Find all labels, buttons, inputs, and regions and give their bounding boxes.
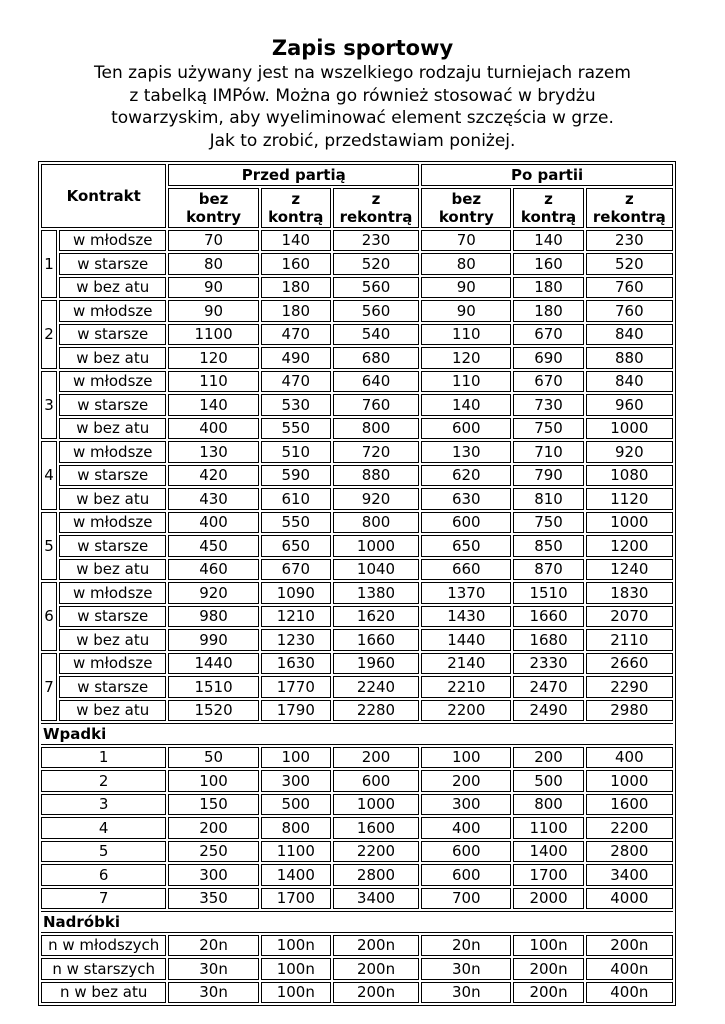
- undertrick-count: 6: [41, 864, 166, 886]
- contract-suit: w młodsze: [59, 582, 166, 604]
- score-cell: 2980: [586, 700, 673, 722]
- score-cell: 130: [421, 441, 511, 463]
- score-cell: 1520: [168, 700, 258, 722]
- score-cell: 20n: [421, 935, 511, 957]
- undertrick-count: 3: [41, 794, 166, 816]
- score-cell: 2470: [513, 676, 583, 698]
- column-header-line: z: [544, 189, 553, 208]
- table-row: [41, 418, 673, 440]
- score-cell: 530: [261, 394, 331, 416]
- score-cell: 550: [261, 512, 331, 534]
- table-row: [41, 324, 673, 346]
- score-cell: 1400: [513, 841, 583, 863]
- undertrick-count: 5: [41, 841, 166, 863]
- column-header-line: rekontrą: [339, 207, 413, 226]
- score-cell: 600: [421, 418, 511, 440]
- score-cell: 560: [333, 277, 419, 299]
- score-cell: 4000: [586, 888, 673, 910]
- score-cell: 2200: [333, 841, 419, 863]
- score-cell: 1370: [421, 582, 511, 604]
- score-cell: 140: [168, 394, 258, 416]
- contract-suit: w młodsze: [59, 653, 166, 675]
- score-cell: 980: [168, 606, 258, 628]
- score-cell: 760: [333, 394, 419, 416]
- score-cell: 120: [168, 347, 258, 369]
- score-cell: 600: [421, 864, 511, 886]
- column-header: [168, 188, 258, 228]
- table-row: [41, 676, 673, 698]
- score-cell: 800: [513, 794, 583, 816]
- score-cell: 500: [513, 770, 583, 792]
- score-cell: 520: [333, 253, 419, 275]
- contract-suit: w młodsze: [59, 371, 166, 393]
- table-row: [41, 559, 673, 581]
- column-header-line: z: [624, 189, 634, 208]
- score-cell: 2240: [333, 676, 419, 698]
- score-cell: 1790: [261, 700, 331, 722]
- score-cell: 1600: [586, 794, 673, 816]
- score-cell: 470: [261, 324, 331, 346]
- header-row: [41, 164, 673, 186]
- score-cell: 1770: [261, 676, 331, 698]
- score-cell: 130: [168, 441, 258, 463]
- score-cell: 1080: [586, 465, 673, 487]
- score-cell: 730: [513, 394, 583, 416]
- score-cell: 1510: [513, 582, 583, 604]
- score-cell: 750: [513, 418, 583, 440]
- column-header-line: z: [371, 189, 381, 208]
- score-cell: 850: [513, 535, 583, 557]
- score-cell: 1100: [513, 817, 583, 839]
- score-cell: 1600: [333, 817, 419, 839]
- score-cell: 1700: [513, 864, 583, 886]
- score-cell: 200: [333, 747, 419, 769]
- score-cell: 110: [168, 371, 258, 393]
- table-row: [41, 982, 673, 1004]
- score-cell: 680: [333, 347, 419, 369]
- score-cell: 660: [421, 559, 511, 581]
- column-header-line: rekontrą: [592, 207, 666, 226]
- score-cell: 3400: [333, 888, 419, 910]
- score-cell: 620: [421, 465, 511, 487]
- contract-suit: w młodsze: [59, 512, 166, 534]
- score-cell: 100: [168, 770, 258, 792]
- score-cell: 1200: [586, 535, 673, 557]
- score-cell: 140: [513, 230, 583, 252]
- score-cell: 1040: [333, 559, 419, 581]
- score-cell: 90: [421, 277, 511, 299]
- undertrick-count: 2: [41, 770, 166, 792]
- score-cell: 510: [261, 441, 331, 463]
- contract-level: 2: [41, 300, 57, 369]
- score-cell: 630: [421, 488, 511, 510]
- contract-suit: w starsze: [59, 676, 166, 698]
- intro-line: towarzyskim, aby wyeliminować element szczęścia w grze.: [111, 108, 614, 128]
- score-cell: 180: [513, 300, 583, 322]
- page-title: Zapis sportowy: [271, 36, 454, 60]
- score-cell: 70: [168, 230, 258, 252]
- score-cell: 670: [261, 559, 331, 581]
- table-row: [41, 277, 673, 299]
- contract-suit: w starsze: [59, 324, 166, 346]
- table-row: [41, 488, 673, 510]
- score-cell: 200: [168, 817, 258, 839]
- column-header-line: kontrą: [520, 207, 577, 226]
- table-row: [41, 300, 673, 322]
- score-cell: 400n: [586, 982, 673, 1004]
- score-cell: 540: [333, 324, 419, 346]
- score-cell: 550: [261, 418, 331, 440]
- contract-suit: w bez atu: [59, 418, 166, 440]
- table-row: [41, 864, 673, 886]
- score-cell: 80: [421, 253, 511, 275]
- score-cell: 1000: [586, 418, 673, 440]
- score-cell: 2800: [333, 864, 419, 886]
- score-cell: 1000: [333, 535, 419, 557]
- table-row: [41, 347, 673, 369]
- score-cell: 1000: [333, 794, 419, 816]
- score-cell: 470: [261, 371, 331, 393]
- score-cell: 90: [168, 300, 258, 322]
- score-cell: 1400: [261, 864, 331, 886]
- column-header-line: kontry: [186, 207, 241, 226]
- score-cell: 500: [261, 794, 331, 816]
- score-cell: 300: [168, 864, 258, 886]
- score-cell: 3400: [586, 864, 673, 886]
- score-cell: 2070: [586, 606, 673, 628]
- contract-level: 5: [41, 512, 57, 581]
- contract-suit: w bez atu: [59, 559, 166, 581]
- score-cell: 2210: [421, 676, 511, 698]
- score-cell: 90: [421, 300, 511, 322]
- intro-line: Jak to zrobić, przedstawiam poniżej.: [209, 130, 516, 151]
- overtrick-label: n w młodszych: [41, 935, 166, 957]
- score-cell: 990: [168, 629, 258, 651]
- score-cell: 180: [261, 300, 331, 322]
- score-cell: 300: [261, 770, 331, 792]
- score-cell: 800: [333, 418, 419, 440]
- score-cell: 200n: [333, 958, 419, 980]
- score-cell: 590: [261, 465, 331, 487]
- score-cell: 1100: [261, 841, 331, 863]
- intro-line: Ten zapis używany jest na wszelkiego rodzaju turniejach razem: [94, 63, 631, 83]
- score-cell: 810: [513, 488, 583, 510]
- column-header-line: kontrą: [268, 207, 324, 226]
- undertrick-count: 7: [41, 888, 166, 910]
- score-cell: 200n: [333, 982, 419, 1004]
- score-cell: 2290: [586, 676, 673, 698]
- score-cell: 2490: [513, 700, 583, 722]
- table-row: [41, 700, 673, 722]
- section-row: [41, 723, 673, 745]
- score-cell: 560: [333, 300, 419, 322]
- score-cell: 720: [333, 441, 419, 463]
- score-cell: 1380: [333, 582, 419, 604]
- score-cell: 30n: [421, 958, 511, 980]
- contract-suit: w młodsze: [59, 230, 166, 252]
- score-cell: 1100: [168, 324, 258, 346]
- score-cell: 2000: [513, 888, 583, 910]
- score-cell: 490: [261, 347, 331, 369]
- score-cell: 670: [513, 371, 583, 393]
- column-header: [421, 188, 511, 228]
- score-cell: 460: [168, 559, 258, 581]
- contract-suit: w starsze: [59, 394, 166, 416]
- score-cell: 90: [168, 277, 258, 299]
- score-cell: 200n: [333, 935, 419, 957]
- column-header: [333, 188, 419, 228]
- score-cell: 400: [586, 747, 673, 769]
- score-cell: 1620: [333, 606, 419, 628]
- score-cell: 710: [513, 441, 583, 463]
- table-row: [41, 888, 673, 910]
- score-cell: 430: [168, 488, 258, 510]
- table-row: [41, 582, 673, 604]
- score-cell: 1680: [513, 629, 583, 651]
- score-cell: 1960: [333, 653, 419, 675]
- score-cell: 110: [421, 324, 511, 346]
- score-cell: 920: [333, 488, 419, 510]
- score-cell: 200: [421, 770, 511, 792]
- score-cell: 100n: [261, 982, 331, 1004]
- score-cell: 30n: [168, 958, 258, 980]
- score-cell: 100n: [261, 935, 331, 957]
- score-cell: 80: [168, 253, 258, 275]
- contract-level: 6: [41, 582, 57, 651]
- contract-suit: w bez atu: [59, 700, 166, 722]
- score-cell: 690: [513, 347, 583, 369]
- score-cell: 30n: [421, 982, 511, 1004]
- score-cell: 2200: [421, 700, 511, 722]
- score-cell: 920: [586, 441, 673, 463]
- contract-suit: w starsze: [59, 606, 166, 628]
- score-cell: 120: [421, 347, 511, 369]
- score-cell: 200n: [586, 935, 673, 957]
- score-cell: 1510: [168, 676, 258, 698]
- score-cell: 880: [333, 465, 419, 487]
- score-cell: 750: [513, 512, 583, 534]
- score-cell: 400: [168, 418, 258, 440]
- section-wpadki: Wpadki: [41, 723, 673, 745]
- score-cell: 1440: [421, 629, 511, 651]
- scoring-table: [38, 161, 676, 1006]
- score-cell: 1210: [261, 606, 331, 628]
- table-row: [41, 441, 673, 463]
- score-cell: 1000: [586, 512, 673, 534]
- contract-suit: w bez atu: [59, 629, 166, 651]
- score-cell: 2140: [421, 653, 511, 675]
- contract-suit: w starsze: [59, 465, 166, 487]
- score-cell: 160: [261, 253, 331, 275]
- score-cell: 800: [261, 817, 331, 839]
- score-cell: 2280: [333, 700, 419, 722]
- score-cell: 520: [586, 253, 673, 275]
- score-cell: 250: [168, 841, 258, 863]
- score-cell: 350: [168, 888, 258, 910]
- column-header: [586, 188, 673, 228]
- score-cell: 200n: [513, 982, 583, 1004]
- score-cell: 650: [261, 535, 331, 557]
- score-cell: 100n: [513, 935, 583, 957]
- score-cell: 700: [421, 888, 511, 910]
- score-cell: 100: [261, 747, 331, 769]
- contract-level: 3: [41, 371, 57, 440]
- score-cell: 1090: [261, 582, 331, 604]
- score-cell: 800: [333, 512, 419, 534]
- contract-level: 7: [41, 653, 57, 722]
- score-cell: 1440: [168, 653, 258, 675]
- table-row: [41, 253, 673, 275]
- overtrick-label: n w bez atu: [41, 982, 166, 1004]
- score-cell: 920: [168, 582, 258, 604]
- score-cell: 760: [586, 300, 673, 322]
- score-cell: 450: [168, 535, 258, 557]
- score-cell: 840: [586, 324, 673, 346]
- score-cell: 1700: [261, 888, 331, 910]
- contract-suit: w bez atu: [59, 347, 166, 369]
- score-cell: 650: [421, 535, 511, 557]
- score-cell: 670: [513, 324, 583, 346]
- score-cell: 140: [421, 394, 511, 416]
- contract-suit: w starsze: [59, 253, 166, 275]
- score-cell: 840: [586, 371, 673, 393]
- score-cell: 180: [513, 277, 583, 299]
- score-cell: 1830: [586, 582, 673, 604]
- table-row: [41, 935, 673, 957]
- intro-line: z tabelką IMPów. Można go również stosować w brydżu: [129, 85, 596, 106]
- column-header-line: bez: [198, 189, 229, 208]
- score-cell: 200: [513, 747, 583, 769]
- table-row: [41, 841, 673, 863]
- table-row: [41, 629, 673, 651]
- score-cell: 160: [513, 253, 583, 275]
- table-row: [41, 958, 673, 980]
- score-cell: 1230: [261, 629, 331, 651]
- score-cell: 1000: [586, 770, 673, 792]
- table-row: [41, 230, 673, 252]
- score-cell: 1240: [586, 559, 673, 581]
- score-cell: 50: [168, 747, 258, 769]
- table-row: [41, 794, 673, 816]
- score-cell: 1660: [513, 606, 583, 628]
- column-header: [261, 188, 331, 228]
- header-przed-partia: Przed partią: [168, 164, 419, 186]
- column-header: [513, 188, 583, 228]
- score-cell: 600: [421, 841, 511, 863]
- score-cell: 2800: [586, 841, 673, 863]
- column-header-line: z: [291, 189, 301, 208]
- table-row: [41, 371, 673, 393]
- score-cell: 2200: [586, 817, 673, 839]
- score-cell: 30n: [168, 982, 258, 1004]
- score-cell: 110: [421, 371, 511, 393]
- score-cell: 1430: [421, 606, 511, 628]
- score-cell: 230: [333, 230, 419, 252]
- score-cell: 870: [513, 559, 583, 581]
- overtrick-label: n w starszych: [41, 958, 166, 980]
- contract-suit: w bez atu: [59, 277, 166, 299]
- score-cell: 400: [168, 512, 258, 534]
- score-cell: 610: [261, 488, 331, 510]
- intro-text: [0, 62, 725, 152]
- table-row: [41, 817, 673, 839]
- section-nadrobki: Nadróbki: [41, 911, 673, 933]
- table-row: [41, 606, 673, 628]
- score-cell: 420: [168, 465, 258, 487]
- section-row: [41, 911, 673, 933]
- score-cell: 960: [586, 394, 673, 416]
- column-header-line: kontry: [438, 207, 494, 226]
- score-cell: 20n: [168, 935, 258, 957]
- score-cell: 1660: [333, 629, 419, 651]
- score-cell: 100n: [261, 958, 331, 980]
- undertrick-count: 1: [41, 747, 166, 769]
- score-cell: 140: [261, 230, 331, 252]
- score-cell: 2660: [586, 653, 673, 675]
- undertrick-count: 4: [41, 817, 166, 839]
- score-cell: 200n: [513, 958, 583, 980]
- score-cell: 70: [421, 230, 511, 252]
- score-cell: 790: [513, 465, 583, 487]
- score-cell: 1630: [261, 653, 331, 675]
- score-cell: 2330: [513, 653, 583, 675]
- contract-suit: w młodsze: [59, 441, 166, 463]
- score-cell: 600: [421, 512, 511, 534]
- column-header-line: bez: [451, 189, 482, 208]
- table-row: [41, 747, 673, 769]
- score-cell: 300: [421, 794, 511, 816]
- score-cell: 100: [421, 747, 511, 769]
- table-row: [41, 465, 673, 487]
- score-cell: 400n: [586, 958, 673, 980]
- table-row: [41, 512, 673, 534]
- score-cell: 2110: [586, 629, 673, 651]
- score-cell: 230: [586, 230, 673, 252]
- score-cell: 150: [168, 794, 258, 816]
- contract-level: 4: [41, 441, 57, 510]
- contract-suit: w starsze: [59, 535, 166, 557]
- table-row: [41, 653, 673, 675]
- contract-level: 1: [41, 230, 57, 299]
- score-cell: 640: [333, 371, 419, 393]
- score-cell: 180: [261, 277, 331, 299]
- score-cell: 880: [586, 347, 673, 369]
- table-row: [41, 394, 673, 416]
- contract-suit: w bez atu: [59, 488, 166, 510]
- score-cell: 400: [421, 817, 511, 839]
- header-po-partii: Po partii: [421, 164, 673, 186]
- header-kontrakt: Kontrakt: [41, 164, 166, 228]
- score-cell: 1120: [586, 488, 673, 510]
- contract-suit: w młodsze: [59, 300, 166, 322]
- score-cell: 760: [586, 277, 673, 299]
- score-cell: 600: [333, 770, 419, 792]
- table-row: [41, 535, 673, 557]
- table-row: [41, 770, 673, 792]
